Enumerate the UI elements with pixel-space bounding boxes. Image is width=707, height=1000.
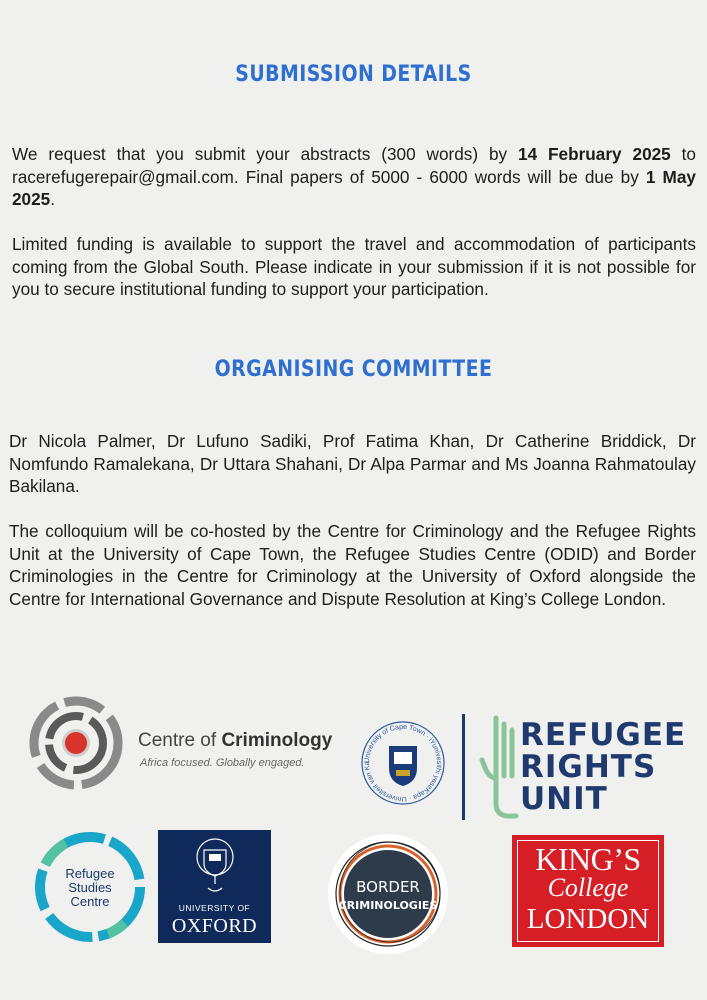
uct-ring-text: University of Cape Town · iYunivesithi yaseKapa · Universiteit van Ka bbox=[363, 723, 443, 803]
rsc-line-2: Studies bbox=[68, 880, 112, 895]
submission-paragraph bbox=[12, 143, 696, 211]
oxford-crest-icon bbox=[194, 836, 236, 898]
criminology-tagline: Africa focused. Globally engaged. bbox=[140, 757, 305, 769]
crim-word-a: Centre of bbox=[138, 730, 222, 751]
rru-hand-icon bbox=[478, 714, 520, 820]
centre-of-criminology-logo bbox=[24, 695, 128, 791]
oxford-small-text: UNIVERSITY OF bbox=[178, 903, 251, 913]
oxford-big-text: OXFORD bbox=[171, 915, 258, 937]
rru-line-1: REFUGEE bbox=[520, 717, 687, 753]
bc-line-1: BORDER bbox=[356, 878, 420, 896]
kcl-line-1: KING’S bbox=[535, 841, 641, 877]
crim-word-b: Criminology bbox=[221, 730, 333, 751]
rru-line-2: RIGHTS bbox=[520, 749, 657, 785]
abstract-deadline: 14 February 2025 bbox=[518, 144, 671, 164]
rsc-line-3: Centre bbox=[70, 894, 110, 909]
rsc-line-1: Refugee bbox=[65, 866, 115, 881]
paper-deadline: 1 May 2025 bbox=[12, 166, 696, 209]
hosts-paragraph: The colloquium will be co-hosted by the Centre for Criminology and the Refugee Rights Unit at the University of Cape Town, the Refugee Studies Centre (ODID) and Border Criminologies in the Centre for Criminology at the University of Oxford alongside the Centre for International Governance and Dispute Resolution at King’s College London. bbox=[9, 521, 696, 609]
border-criminologies-logo bbox=[326, 832, 450, 956]
p1-text-b: to racerefugerepair@gmail.com. Final papers of 5000 - 6000 words will be due by bbox=[12, 144, 696, 187]
kings-college-london-logo bbox=[512, 835, 664, 947]
committee-heading: ORGANISING COMMITTEE bbox=[214, 357, 493, 382]
kcl-line-3: LONDON bbox=[526, 903, 650, 935]
kcl-line-2: College bbox=[547, 873, 629, 902]
funding-paragraph: Limited funding is available to support the travel and accommodation of participants coming from the Global South. Please indicate in your submission if it is not possible for you to secure institutional funding to support your participation. bbox=[12, 234, 696, 299]
p1-text-a: We request that you submit your abstracts (300 words) by bbox=[12, 144, 519, 164]
committee-members: Dr Nicola Palmer, Dr Lufuno Sadiki, Prof Fatima Khan, Dr Catherine Briddick, Dr Nomfundo Ramalekana, Dr Uttara Shahani, Dr Alpa Parmar and Ms Joanna Rahmatoulay Bakilana. bbox=[9, 431, 696, 496]
university-of-oxford-logo bbox=[158, 830, 271, 943]
submission-heading: SUBMISSION DETAILS bbox=[235, 62, 472, 87]
criminology-wordmark bbox=[138, 730, 332, 752]
refugee-studies-centre-logo bbox=[33, 830, 148, 945]
p1-text-c: . bbox=[50, 189, 56, 209]
rru-line-3: UNIT bbox=[520, 781, 608, 817]
uct-seal-logo bbox=[358, 718, 448, 808]
rru-divider bbox=[462, 714, 465, 820]
bc-line-2: CRIMINOLOGIES bbox=[338, 899, 438, 912]
